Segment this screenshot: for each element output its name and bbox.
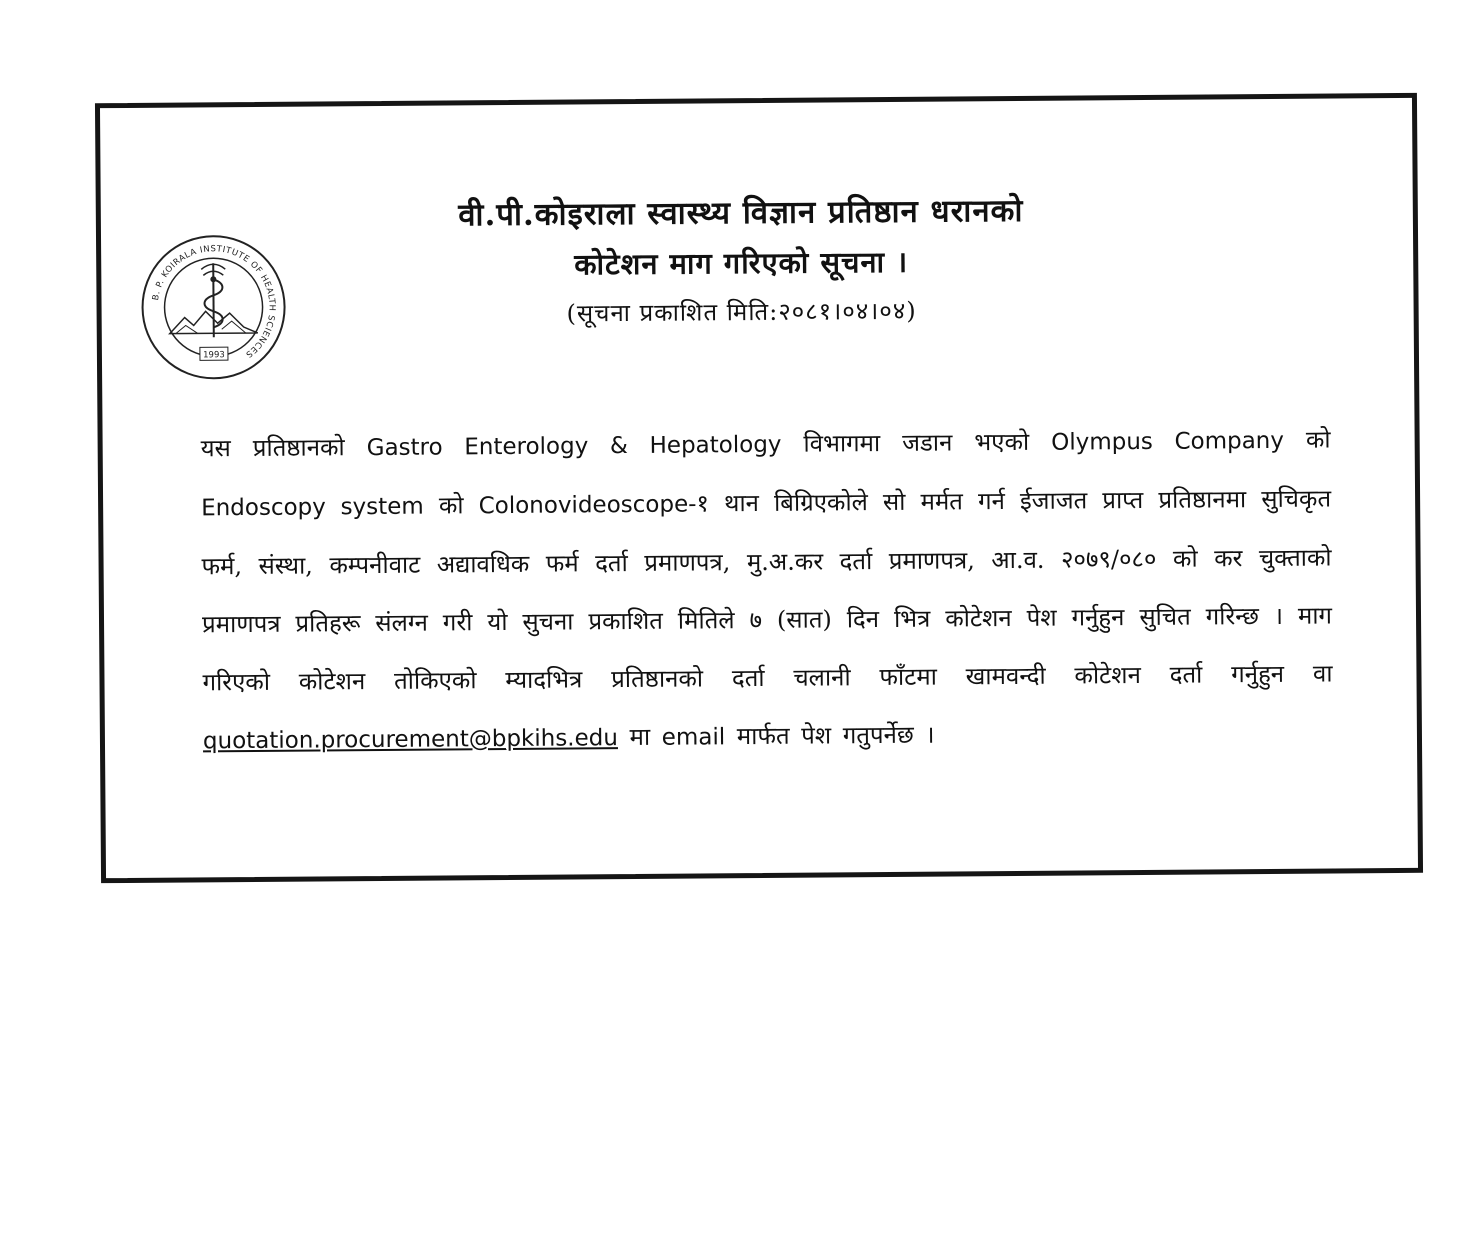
seal-year: 1993 [203, 350, 225, 361]
body-text-segment: विभागमा जडान भएको [803, 427, 1030, 458]
notice-title: वी.पी.कोइराला स्वास्थ्य विज्ञान प्रतिष्ठान धरानको [458, 192, 1024, 234]
publication-date: (सूचना प्रकाशित मिति:२०८१।०४।०४) [566, 296, 917, 328]
notice-frame [95, 93, 1423, 883]
email-link[interactable]: quotation.procurement@bpkihs.edu [202, 725, 618, 755]
body-text-segment: यस प्रतिष्ठानको [200, 433, 345, 463]
svg-text:B. P. KOIRALA INSTITUTE OF HEA: B. P. KOIRALA INSTITUTE OF HEALTH SCIENCES [150, 244, 277, 360]
body-text-segment: १ थान बिग्रिएकोले सो मर्मत गर्न ईजाजत प्राप्त प्रतिष्ठानमा सुचिकृत फर्म, संस्था, कम्पनीवाट अद्यावधिक फर्म दर्ता प्रमाणपत्र, मु.अ.कर दर्ता प्रमाणपत्र, आ.व. २०७९/०८० को कर चुक्ताको प्रमाणपत्र प्रतिहरू संलग्न गरी यो सुचना प्रकाशित मितिले ७ (सात) दिन भित्र कोटेशन पेश गर्नुहुन सुचित गरिन्छ । माग गरिएको कोटेशन तोकिएको म्यादभित्र प्रतिष्ठानको दर्ता चलानी फाँटमा खामवन्दी कोटेशन दर्ता गर्नुहुन वा [201, 484, 1333, 697]
email-word: email [661, 724, 726, 751]
notice-body [200, 411, 1333, 771]
department-name: Gastro Enterology & Hepatology [366, 431, 782, 462]
institute-seal-logo [139, 233, 288, 382]
body-text-segment: मार्फत पेश गतुपर्नेछ । [736, 720, 935, 751]
system-name: Endoscopy system [201, 493, 424, 522]
company-name: Olympus Company [1051, 427, 1285, 456]
notice-header [351, 192, 1132, 331]
item-name: Colonovideoscope- [478, 491, 697, 520]
body-text-segment: को [438, 491, 464, 520]
body-text-segment: मा [629, 722, 651, 752]
body-text-segment: को [1305, 425, 1331, 454]
notice-subtitle: कोटेशन माग गरिएको सूचना । [574, 245, 909, 282]
